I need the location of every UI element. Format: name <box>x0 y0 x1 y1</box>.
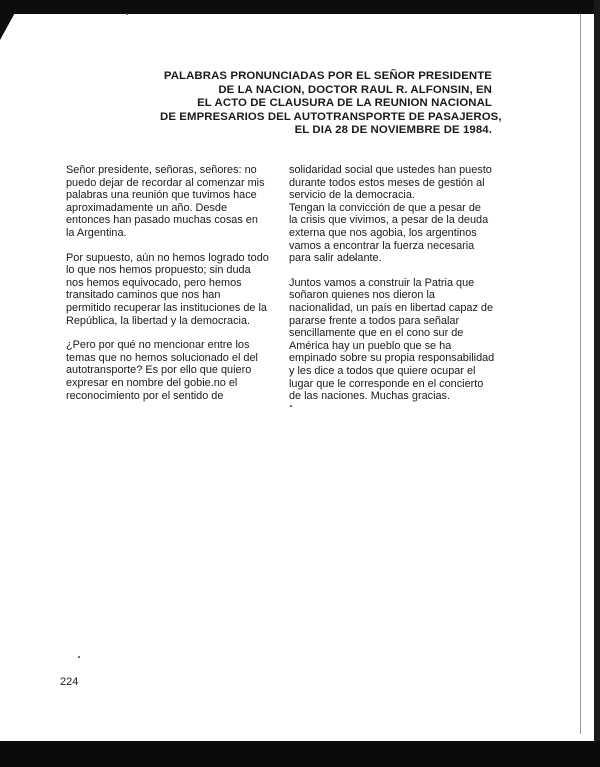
body-line: Por supuesto, aún no hemos logrado todo <box>66 251 269 264</box>
body-line: República, la libertad y la democracia. <box>66 314 251 327</box>
scan-speck <box>126 13 128 15</box>
body-line: la crisis que vivimos, a pesar de la deuda <box>289 214 489 227</box>
page-number: 224 <box>60 676 79 688</box>
body-paragraph <box>66 339 268 402</box>
body-line: soñaron quienes nos dieron la <box>289 289 435 302</box>
body-line: vamos a encontrar la fuerza necesaria <box>289 239 475 252</box>
scan-border-bottom <box>0 741 600 767</box>
page-edge-line <box>580 14 581 734</box>
body-line: Tengan la convicción de que a pesar de <box>289 201 481 214</box>
body-line: aproximadamente un año. Desde <box>66 201 228 214</box>
body-line: lugar que le corresponde en el concierto <box>289 377 484 390</box>
body-line: solidaridad social que ustedes han puesto <box>289 164 492 176</box>
body-paragraph <box>289 276 495 403</box>
scan-speck <box>78 656 80 658</box>
body-line: ¿Pero por qué no mencionar entre los <box>66 339 250 352</box>
title-line: EL ACTO DE CLAUSURA DE LA REUNION NACIONAL <box>197 97 492 110</box>
body-line: pararse frente a todos para señalar <box>289 314 460 327</box>
body-line: sencillamente que en el cono sur de <box>289 327 464 340</box>
body-line: transitado caminos que nos han <box>66 289 221 302</box>
body-line: servicio de la democracia. <box>289 189 415 202</box>
body-line: puedo dejar de recordar al comenzar mis <box>66 176 265 189</box>
body-line: entonces han pasado muchas cosas en <box>66 214 258 227</box>
title-line: DE EMPRESARIOS DEL AUTOTRANSPORTE DE PASAJEROS, <box>160 110 502 123</box>
scan-border-right <box>594 0 600 767</box>
body-line: Señor presidente, señoras, señores: no <box>66 164 257 176</box>
body-line: América hay un pueblo que se ha <box>289 339 452 352</box>
body-line: y les dice a todos que quiere ocupar el <box>289 364 476 377</box>
body-line: lo que nos hemos propuesto; sin duda <box>66 264 251 277</box>
body-line: para salir adelante. <box>289 252 382 265</box>
body-line: la Argentina. <box>66 226 127 239</box>
body-paragraph <box>66 252 268 328</box>
left-text-column <box>66 164 268 414</box>
body-line: empinado sobre su propia responsabilidad <box>289 352 495 365</box>
body-line: externa que nos agobia, los argentinos <box>289 226 477 239</box>
body-paragraph <box>289 202 491 265</box>
title-line: EL DIA 28 DE NOVIEMBRE DE 1984. <box>294 124 492 137</box>
body-line: nacionalidad, un país en libertad capaz de <box>289 301 494 314</box>
body-line: temas que no hemos solucionado el del <box>66 351 258 364</box>
body-line: de las naciones. Muchas gracias. <box>289 390 451 403</box>
body-line: reconocimiento por el sentido de <box>66 389 224 402</box>
body-line: autotransporte? Es por ello que quiero <box>66 364 252 377</box>
body-line: expresar en nombre del gobie.no el <box>66 376 238 389</box>
body-line: palabras una reunión que tuvimos hace <box>66 189 257 202</box>
body-line: durante todos estos meses de gestión al <box>289 176 485 189</box>
body-line: nos hemos equivocado, pero hemos <box>66 276 242 289</box>
title-line: PALABRAS PRONUNCIADAS POR EL SEÑOR PRESIDENTE <box>163 70 492 82</box>
right-text-column <box>289 164 495 415</box>
body-line: permitido recuperar las instituciones de la <box>66 301 267 314</box>
body-line: Juntos vamos a construir la Patria que <box>289 276 475 289</box>
document-title <box>160 70 502 138</box>
body-paragraph <box>289 164 491 202</box>
body-paragraph <box>66 164 268 240</box>
scan-border-top <box>0 0 600 14</box>
title-line: DE LA NACION, DOCTOR RAUL R. ALFONSIN, EN <box>218 83 492 96</box>
